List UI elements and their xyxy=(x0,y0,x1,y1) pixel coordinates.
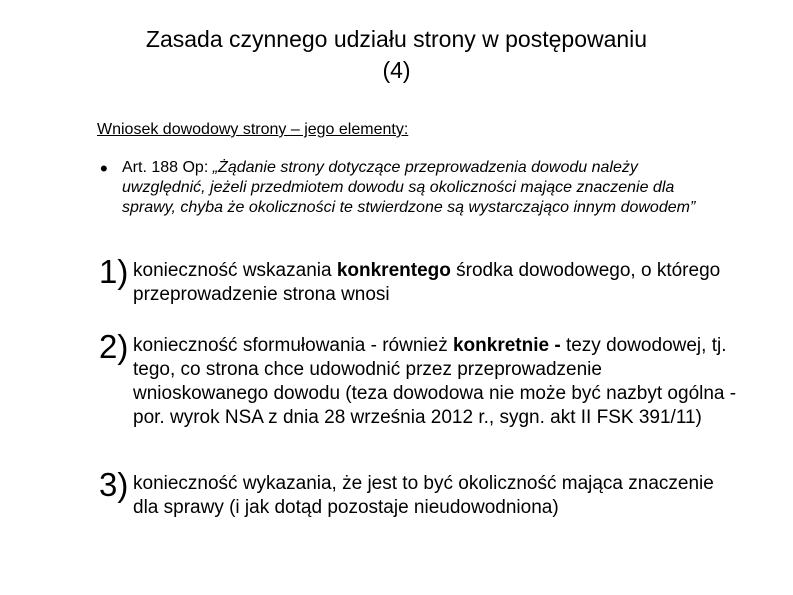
slide-title-line-2: (4) xyxy=(382,57,411,83)
list-item-number: 3) xyxy=(99,466,129,503)
list-item-3 xyxy=(99,468,739,520)
list-item-text xyxy=(133,468,739,520)
section-subtitle: Wniosek dowodowy strony – jego elementy: xyxy=(97,121,409,138)
slide-title-line-1: Zasada czynnego udziału strony w postępowaniu xyxy=(145,26,648,52)
list-item-2 xyxy=(99,330,739,430)
list-item-text-bold: konkretnie - xyxy=(452,335,561,356)
article-reference: Art. 188 Op: xyxy=(122,159,213,176)
list-item-text-after: środka dowodowego, o którego przeprowadzenie strona wnosi xyxy=(133,260,721,305)
list-item-number: 2) xyxy=(99,328,129,365)
list-item-text-before: konieczność wskazania xyxy=(133,260,337,281)
list-item-text-before: konieczność sformułowania - również xyxy=(133,335,453,356)
list-item-text-after: tezy dowodowej, tj. tego, co strona chce udowodnić przez przeprowadzenie wnioskowanego dowodu (teza dowodowa nie może być nazbyt ogólna - por. wyrok NSA z dnia 28 września 2012 r., sygn. akt II FSK 391/11) xyxy=(133,335,737,428)
quote-block xyxy=(100,158,720,218)
article-quote-text: „Żądanie strony dotyczące przeprowadzenia dowodu należy uwzględnić, jeżeli przedmiotem dowodu są okoliczności mające znaczenie dla sprawy, chyba że okoliczności te stwierdzone są wystarczająco innym dowodem” xyxy=(122,159,696,216)
list-item-1 xyxy=(99,255,739,307)
slide-title xyxy=(40,24,753,86)
list-item-text-bold: konkrentego xyxy=(336,260,451,281)
list-item-number: 1) xyxy=(99,253,129,290)
list-item-text xyxy=(133,330,739,430)
bullet-icon: • xyxy=(100,156,108,181)
list-item-text xyxy=(133,255,739,307)
article-quote xyxy=(122,158,720,218)
list-item-text-before: konieczność wykazania, że jest to być okoliczność mająca znaczenie dla sprawy (i jak dotąd pozostaje nieudowodniona) xyxy=(133,473,714,518)
